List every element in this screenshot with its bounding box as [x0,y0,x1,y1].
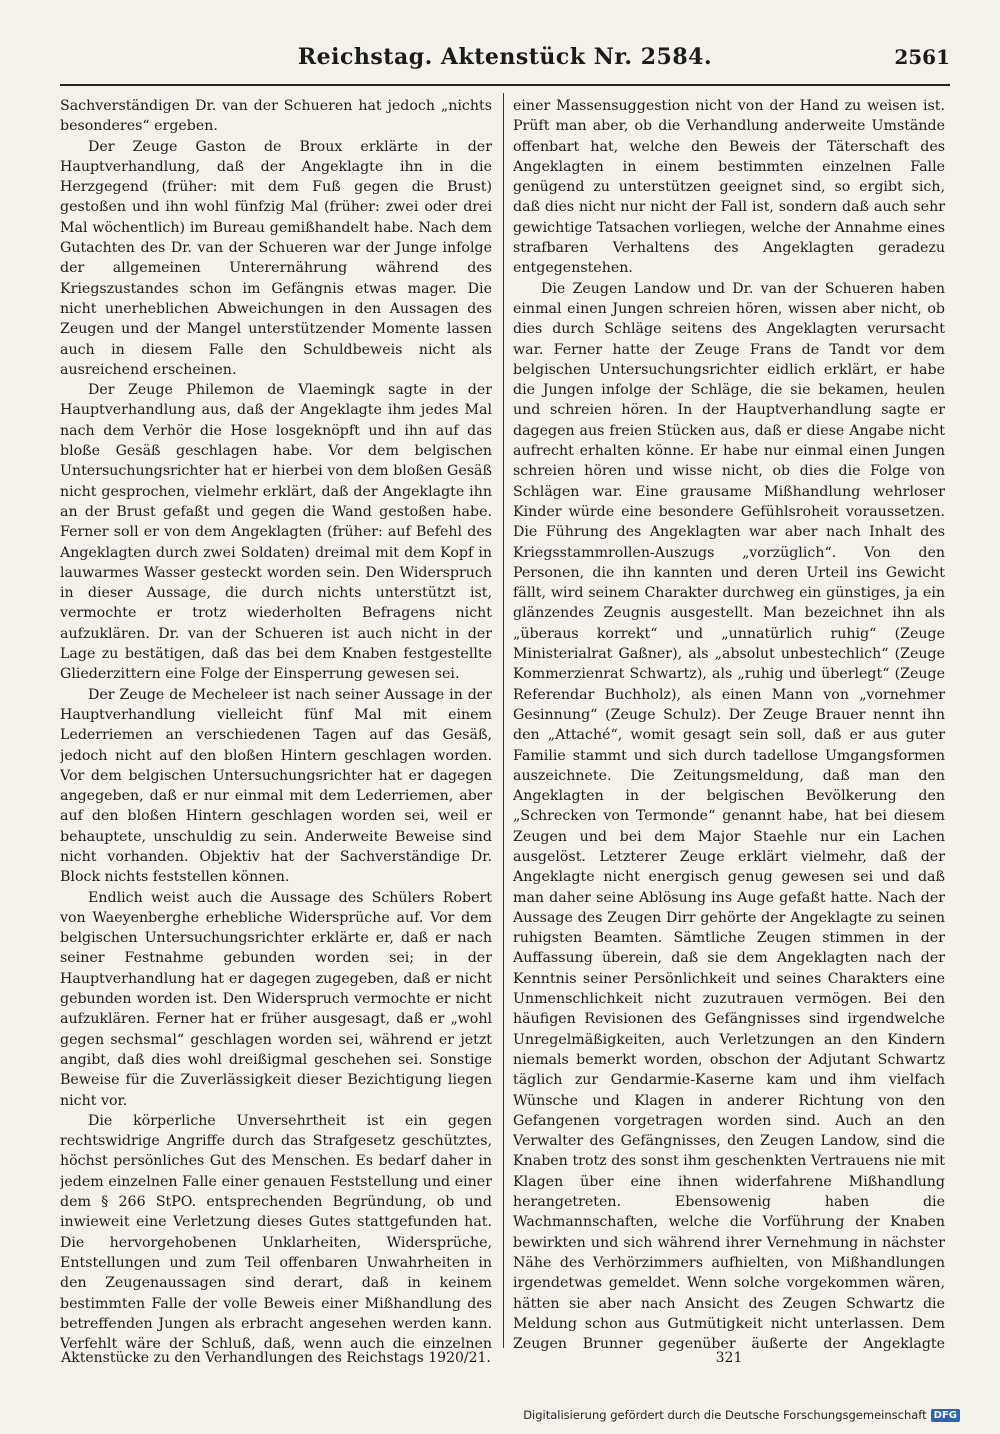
footer-source-note: Aktenstücke zu den Verhandlungen des Reichstags 1920/21. [61,1350,491,1366]
paragraph: Der Zeuge Philemon de Vlaemingk sagte in der Hauptverhandlung aus, daß der Angeklagte ihm jedes Mal nach dem Verhör die Hose losgeknöpft und ihn auf das bloße Gesäß geschlagen habe. Vor dem belgischen Untersuchungsrichter hat er hierbei von dem bloßen Gesäß nicht gesprochen, vielmehr erklärt, daß der Angeklagte ihn an der Brust gefaßt und gegen die Wand gestoßen habe. Ferner soll er von dem Angeklagten (früher: auf Befehl des Angeklagten durch zwei Soldaten) dreimal mit dem Kopf in lauwarmes Wasser gesteckt worden sein. Den Widerspruch in dieser Aussage, die durch nichts unterstützt ist, vermochte er trotz wiederholten Befragens nicht aufzuklären. Dr. van der Schueren ist auch nicht in der Lage zu bestätigen, daß das bei dem Knaben festgestellte Gliederzittern eine Folge der Einsperrung gewesen sei. [60,382,492,683]
page-header [60,42,950,78]
credit-text: Digitalisierung gefördert durch die Deutsche Forschungsgemeinschaft [523,1408,927,1422]
paragraph: Der Zeuge Gaston de Broux erklärte in der Hauptverhandlung, daß der Angeklagte ihn in die Herzgegend (früher: mit dem Fuß gegen die Brust) gestoßen und ihn wohl fünfzig Mal (früher: zwei oder drei Mal wöchentlich) im Bureau gemißhandelt habe. Nach dem Gutachten des Dr. van der Schueren war der Junge infolge der allgemeinen Unterernährung während des Kriegszustandes schon im Gefängnis etwas mager. Die nicht unerheblichen Abweichungen in den Aussagen des Zeugen und der Mangel unterstützender Momente lassen auch in diesem Falle den Schuldbeweis nicht als ausreichend erscheinen. [60,138,492,378]
column-divider [503,93,504,1348]
paragraph: Die körperliche Unversehrtheit ist ein gegen rechtswidrige Angriffe durch das Strafgesetz geschütztes, höchst persönliches Gut des Menschen. Es bedarf daher in jedem einzelnen Falle einer genauen Feststellung und einer dem § 266 StPO. entsprechenden Begründung, ob und inwieweit eine Verletzung dieses Gutes stattgefunden hat. Die hervorgehobenen Unklarheiten, Widersprüche, Entstellungen und zum Teil offenbaren Unwahrheiten in den Zeugenaussagen sind derart, daß in keinem bestimmten Falle der volle Beweis einer Mißhandlung des betreffenden Jungen als erbracht angesehen werden kann. Verfehlt wäre der Schluß, daß, wenn auch die einzelnen [60,1112,492,1351]
paragraph: Endlich weist auch die Aussage des Schülers Robert von Waeyenberghe erhebliche Widersprüche auf. Vor dem belgischen Untersuchungsrichter erklärte er, daß er nach seiner Festnahme gebunden worden sei; in der Hauptverhandlung hat er dagegen zugegeben, daß er nicht gebunden worden ist. Den Widerspruch vermochte er nicht aufzuklären. Ferner hat er früher ausgesagt, daß er „wohl gegen sechsmal“ geschlagen worden sei, während er jetzt angibt, daß dies wohl dreißigmal geschehen sei. Sonstige Beweise für die Zuverlässigkeit dieser Bezichtigung liegen nicht vor. [60,889,492,1109]
digitization-credit [523,1408,960,1422]
header-divider [60,84,950,86]
footer-sheet-number: 321 [715,1350,743,1366]
page-number: 2561 [894,45,950,69]
dfg-logo-icon: DFG [931,1409,960,1422]
left-text-column [60,96,492,1351]
paragraph: Der Zeuge de Mecheleer ist nach seiner Aussage in der Hauptverhandlung vielleicht fünf Mal mit einem Lederriemen an verschiedenen Tagen auf das Gesäß, jedoch nicht auf den bloßen Hintern geschlagen worden. Vor dem belgischen Untersuchungsrichter hat er dagegen angegeben, daß er nur einmal mit dem Lederriemen, aber auf den bloßen Hintern geschlagen worden sei, weil er behauptete, unschuldig zu sein. Anderweite Beweise sind nicht vorhanden. Objektiv hat der Sachverständige Dr. Block nichts feststellen können. [60,686,492,886]
page-title: Reichstag. Aktenstück Nr. 2584. [297,44,713,70]
paragraph: Die Zeugen Landow und Dr. van der Schueren haben einmal einen Jungen schreien hören, wissen aber nicht, ob dies durch Schläge seitens des Angeklagten verursacht war. Ferner hatte der Zeuge Frans de Tandt vor dem belgischen Untersuchungsrichter eidlich erklärt, er habe die Jungen infolge der Schläge, die sie bekamen, heulen und schreien hören. In der Hauptverhandlung sagte er dagegen aus freien Stücken aus, daß er diese Angabe nicht aufrecht erhalten könne. Er habe nur einmal einen Jungen schreien hören und wisse nicht, ob dies die Folge von Schlägen war. Eine grausame Mißhandlung wehrloser Kinder würde eine besondere Gefühlsroheit voraussetzen. Die Führung des Angeklagten war aber nach Inhalt des Kriegsstammrollen-Auszugs „vorzüglich“. Von den Personen, die ihn kannten und deren Urteil ins Gewicht fällt, wird seinem Charakter durchweg ein günstiges, ja ein glänzendes Zeugnis ausgestellt. Man bezeichnet ihn als „überaus korrekt“ und „unnatürlich ruhig“ (Zeuge Ministerialrat Gaßner), als „absolut unbestechlich“ (Zeuge Kommerzienrat Schwartz), als „ruhig und überlegt“ (Zeuge Referendar Buchholz), als einen Mann von „vornehmer Gesinnung“ (Zeuge Schulz). Der Zeuge Brauer nennt ihn den „Attaché“, womit gesagt sein soll, daß er aus guter Familie stammt und sich durch tadellose Umgangsformen auszeichnete. Die Zeitungsmeldung, daß man den Angeklagten in der belgischen Bevölkerung den „Schrecken von Termonde“ genannt habe, hat bei diesem Zeugen und bei dem Major Staehle nur ein Lachen ausgelöst. Letzterer Zeuge erklärt vielmehr, daß der Angeklagte nicht energisch genug gewesen sei und daß man daher seine Ablösung ins Auge gefaßt hatte. Nach der Aussage des Zeugen Dirr gehörte der Angeklagte zu seinen ruhigsten Beamten. Sämtliche Zeugen stimmen in der Auffassung überein, daß sie dem Angeklagten nach der Kenntnis seiner Persönlichkeit und seines Charakters eine Unmenschlichkeit nicht zuzutrauen vermögen. Bei den häufigen Revisionen des Gefängnisses sind irgendwelche Unregelmäßigkeiten, auch Verletzungen an den Kindern niemals bemerkt worden, obschon der Adjutant Schwartz täglich zur Gendarmie-Kaserne kam und ihm vielfach Wünsche und Klagen in anderer Richtung von den Gefangenen vorgetragen worden sind. Auch an den Verwalter des Gefängnisses, den Zeugen Landow, sind die Knaben trotz des sonst ihm geschenkten Vertrauens nie mit Klagen über eine ihnen widerfahrene Mißhandlung herangetreten. Ebensowenig haben die Wachmannschaften, welche die Vorführung der Knaben bewirkten und sich während ihrer Vernehmung in nächster Nähe des Verhörzimmers aufhielten, von Mißhandlungen irgendetwas gemeldet. Wenn solche vorgekommen wären, hätten sie aber nach Ansicht des Zeugen Schwartz die Meldung schon aus Gutmütigkeit nicht unterlassen. Dem Zeugen Brunner gegenüber äußerte der Angeklagte [513,280,945,1351]
paragraph: Sachverständigen Dr. van der Schueren hat jedoch „nichts besonderes“ ergeben. [60,98,492,135]
right-text-column [513,96,945,1351]
paragraph: einer Massensuggestion nicht von der Hand zu weisen ist. Prüft man aber, ob die Verhandlung anderweite Umstände offenbart hat, welche den Beweis der Täterschaft des Angeklagten in einem bestimmten einzelnen Falle genügend zu unterstützen geeignet sind, so ergibt sich, daß dies nicht nur nicht der Fall ist, sondern daß auch sehr gewichtige Tatsachen vorliegen, welche der Annahme eines strafbaren Verhaltens des Angeklagten geradezu entgegenstehen. [513,98,945,277]
